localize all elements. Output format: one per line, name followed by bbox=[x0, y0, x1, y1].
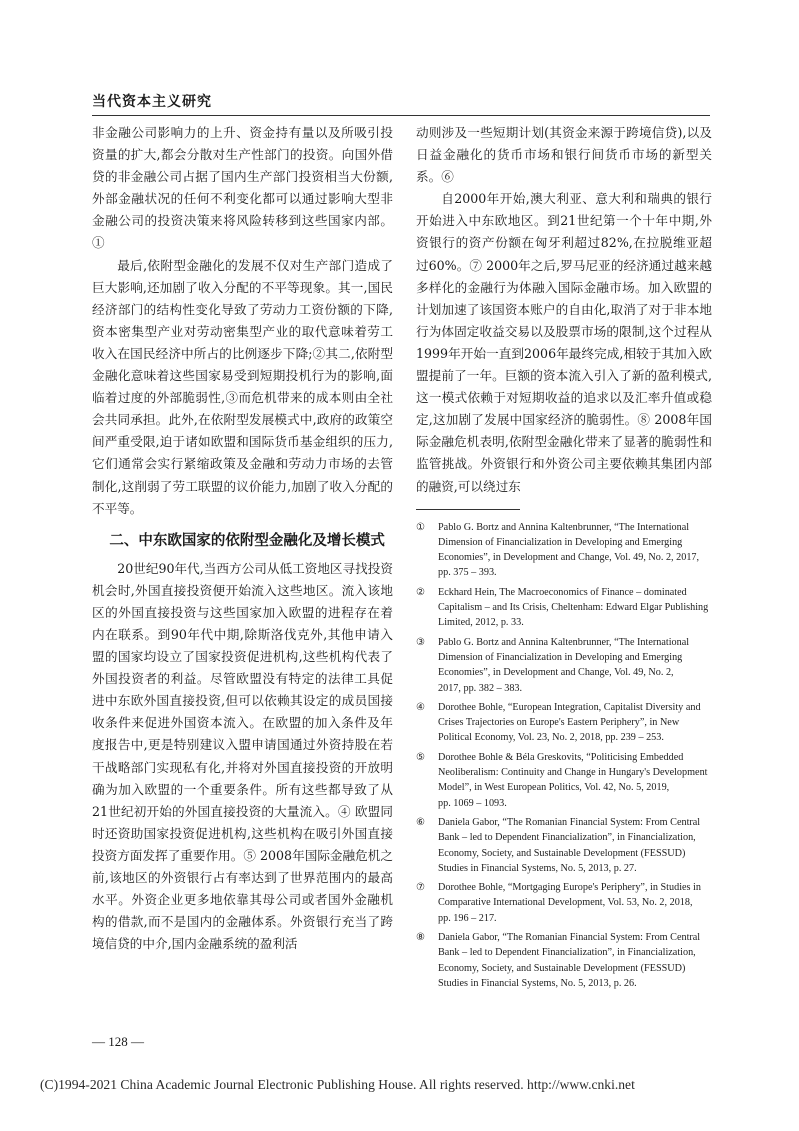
footnote-text bbox=[438, 815, 712, 876]
copyright-line: (C)1994-2021 China Academic Journal Electronic Publishing House. All rights reserved. http://www.cnki.net bbox=[40, 1077, 635, 1092]
footnote-line: Studies in Financial Systems, No. 5, 2013, p. 27. bbox=[438, 862, 637, 874]
footnote-line: Capitalism – and Its Crisis, Cheltenham: Edward Elgar Publishing bbox=[438, 602, 709, 614]
footnote-line: Economies”, in Development and Change, Vol. 49, No. 2, bbox=[438, 667, 674, 679]
footnote-line: Political Economy, Vol. 23, No. 2, 2018, pp. 239 – 253. bbox=[438, 732, 664, 744]
footnote-text bbox=[438, 930, 712, 991]
page-number: — 128 — bbox=[92, 1034, 144, 1049]
left-column bbox=[92, 122, 393, 955]
body-paragraph: 自2000年开始,澳大利亚、意大利和瑞典的银行开始进入中东欧地区。到21世纪第一个十年中期,外资银行的资产份额在匈牙利超过82%,在拉脱维亚超过60%。⑦ 2000年之后,罗马尼亚的经济通过越来越多样化的金融行为体融入国际金融市场。加入欧盟的计划加速了该国资本账户的自由化,取消了对于非本地行为体固定收益交易以及股票市场的限制,这个过程从1999年开始一直到2006年最终完成,相较于其加入欧盟提前了一年。巨额的资本流入引入了新的盈利模式,这一模式依赖于对短期收益的追求以及汇率升值或稳定,这加剧了发展中国家经济的脆弱性。⑧ 2008年国际金融危机表明,依附型金融化带来了显著的脆弱性和监管挑战。外资银行和外资公司主要依赖其集团内部的融资,可以绕过东 bbox=[416, 191, 712, 494]
body-paragraph: 最后,依附型金融化的发展不仅对生产部门造成了巨大影响,还加剧了收入分配的不平等现象。其一,国民经济部门的结构性变化导致了劳动力工资份额的下降,资本密集型产业对劳动密集型产业的取代意味着劳工收入在国民经济中所占的比例逐步下降;②其二,依附型金融化意味着这些国家易受到短期投机行为的影响,面临着过度的外部脆弱性,③而危机带来的成本则由全社会共同承担。此外,在依附型发展模式中,政府的政策空间严重受限,迫于诸如欧盟和国际货币基金组织的压力,它们通常会实行紧缩政策及金融和劳动力市场的去管制化,这削弱了劳工联盟的议价能力,加剧了收入分配的不平等。 bbox=[92, 257, 393, 516]
body-paragraph: 动则涉及一些短期计划(其资金来源于跨境信贷),以及日益金融化的货币市场和银行间货币市场的新型关系。⑥ bbox=[416, 125, 712, 185]
right-column bbox=[416, 122, 712, 995]
header-rule bbox=[92, 115, 710, 116]
footnote bbox=[416, 635, 712, 696]
footnote-number: ⑦ bbox=[416, 882, 426, 894]
footnote-line: Studies in Financial Systems, No. 5, 2013, p. 26. bbox=[438, 977, 637, 989]
footnote-line: Neoliberalism: Continuity and Change in Hungary's Development bbox=[438, 767, 708, 779]
footnote-line: Dimension of Financialization in Developing and Emerging bbox=[438, 536, 683, 548]
footnote-rule bbox=[416, 509, 520, 510]
running-head: 当代资本主义研究 bbox=[92, 94, 212, 110]
footnote-text bbox=[438, 635, 712, 696]
footnote-number: ③ bbox=[416, 636, 426, 648]
footnote-line: Economies”, in Development and Change, Vol. 49, No. 2, 2017, bbox=[438, 552, 700, 564]
footnote-line: pp. 1069 – 1093. bbox=[438, 797, 507, 809]
footnote-line: Dorothee Bohle, “Mortgaging Europe's Periphery”, in Studies in bbox=[438, 882, 701, 894]
footnote-text bbox=[438, 880, 712, 926]
footnote-line: Daniela Gabor, “The Romanian Financial System: From Central bbox=[438, 932, 701, 944]
footnote-line: Dimension of Financialization in Developing and Emerging bbox=[438, 651, 683, 663]
footnote-line: Pablo G. Bortz and Annina Kaltenbrunner, “The International bbox=[438, 521, 690, 533]
footnote-line: Model”, in West European Politics, Vol. 42, No. 5, 2019, bbox=[438, 782, 670, 794]
body-paragraph: 非金融公司影响力的上升、资金持有量以及所吸引投资量的扩大,都会分散对生产性部门的投资。向国外借贷的非金融公司占据了国内生产部门投资相当大份额,外部金融状况的任何不利变化都可以通过影响大型非金融公司的投资决策来将风险转移到这些国家内部。① bbox=[92, 125, 393, 251]
footnote-number: ⑤ bbox=[416, 751, 426, 763]
footnote-line: Dorothee Bohle & Béla Greskovits, “Politicising Embedded bbox=[438, 751, 684, 763]
footnote bbox=[416, 815, 712, 876]
footnote-line: pp. 196 – 217. bbox=[438, 912, 497, 924]
footnote-text bbox=[438, 585, 712, 631]
footnote-text bbox=[438, 520, 712, 581]
footnote-number: ④ bbox=[416, 701, 426, 713]
footnote-line: Comparative International Development, Vol. 53, No. 2, 2018, bbox=[438, 897, 693, 909]
footnote-line: pp. 375 – 393. bbox=[438, 567, 497, 579]
footnote bbox=[416, 520, 712, 581]
footnote-text bbox=[438, 750, 712, 811]
footnote bbox=[416, 930, 712, 991]
footnotes bbox=[416, 520, 712, 992]
footnote-number: ⑥ bbox=[416, 816, 426, 828]
footnote bbox=[416, 700, 712, 746]
footnote-line: Dorothee Bohle, “European Integration, Capitalist Diversity and bbox=[438, 701, 701, 713]
section-heading: 二、中东欧国家的依附型金融化及增长模式 bbox=[109, 532, 385, 549]
footnote-line: Bank – led to Dependent Financialization”, in Financialization, bbox=[438, 832, 696, 844]
footnote bbox=[416, 585, 712, 631]
footnote-line: 2017, pp. 382 – 383. bbox=[438, 682, 523, 694]
footnote-line: Eckhard Hein, The Macroeconomics of Finance – dominated bbox=[438, 586, 687, 598]
footnote-number: ① bbox=[416, 521, 426, 533]
footnote-line: Limited, 2012, p. 33. bbox=[438, 617, 524, 629]
footnote-line: Economy, Society, and Sustainable Development (FESSUD) bbox=[438, 847, 686, 859]
footnote-number: ② bbox=[416, 586, 426, 598]
body-paragraph: 20世纪90年代,当西方公司从低工资地区寻找投资机会时,外国直接投资便开始流入这些地区。流入该地区的外国直接投资与这些国家加入欧盟的进程存在着内在联系。到90年代中期,除斯洛伐克外,其他申请入盟的国家均设立了国家投资促进机构,这些机构代表了外国投资者的利益。尽管欧盟没有特定的法律工具促进中东欧外国直接投资,但可以依赖其设定的成员国接收条件来促进外国资本流入。在欧盟的加入条件及年度报告中,更是特别建议入盟申请国通过外资持股在若干战略部门实现私有化,并将对外国直接投资的开放明确为加入欧盟的一个重要条件。所有这些都导致了从21世纪初开始的外国直接投资的大量流入。④ 欧盟同时还资助国家投资促进机构,这些机构在吸引外国直接投资方面发挥了重要作用。⑤ 2008年国际金融危机之前,该地区的外资银行占有率达到了世界范围内的最高水平。外资企业更多地依靠其母公司或者国外金融机构的借款,而不是国内的金融体系。外资银行充当了跨境信贷的中介,国内金融系统的盈利活 bbox=[92, 560, 393, 952]
footnote-line: Pablo G. Bortz and Annina Kaltenbrunner, “The International bbox=[438, 636, 690, 648]
footnote-line: Daniela Gabor, “The Romanian Financial System: From Central bbox=[438, 816, 701, 828]
footnote-line: Bank – led to Dependent Financialization”, in Financialization, bbox=[438, 947, 696, 959]
footnote-number: ⑧ bbox=[416, 932, 426, 944]
footnote-line: Economy, Society, and Sustainable Development (FESSUD) bbox=[438, 962, 686, 974]
footnote-line: Crises Trajectories on Europe's Eastern Periphery”, in New bbox=[438, 717, 680, 729]
footnote bbox=[416, 750, 712, 811]
footnote bbox=[416, 880, 712, 926]
footnote-text bbox=[438, 700, 712, 746]
